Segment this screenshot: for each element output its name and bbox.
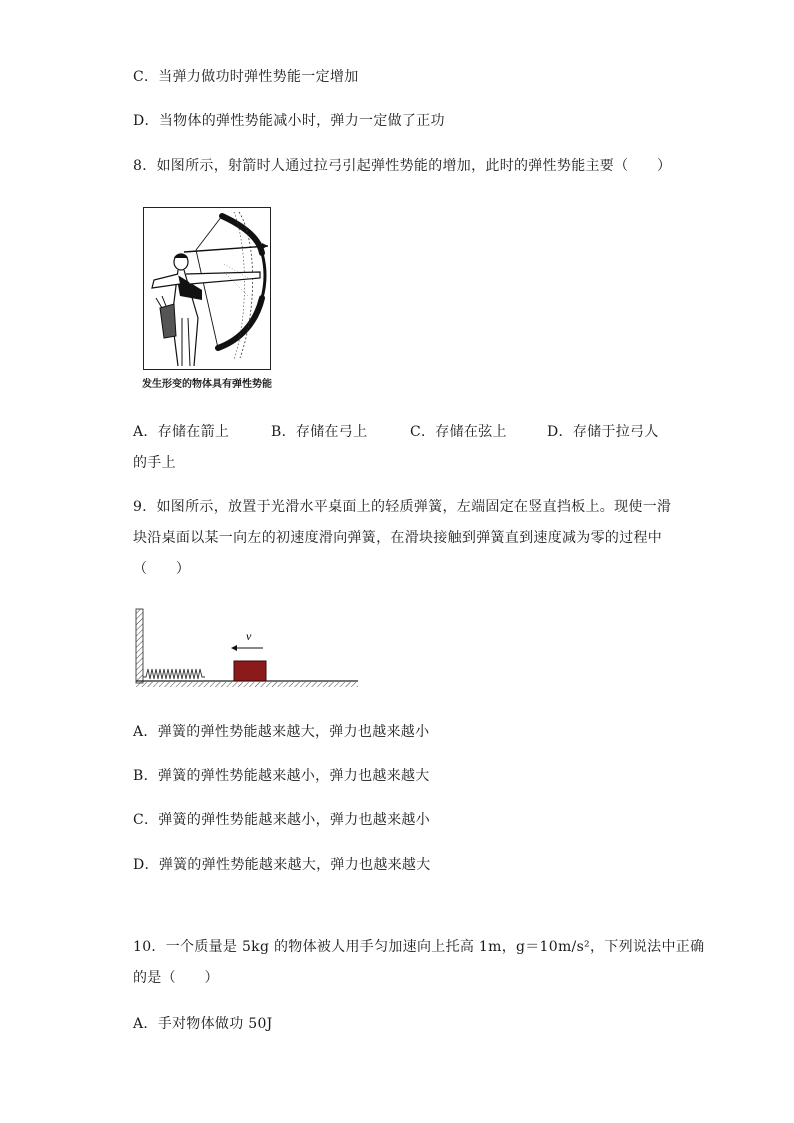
q9-stem-line2: 块沿桌面以某一向左的初速度滑向弹簧，在滑块接触到弹簧直到速度减为零的过程中 [133, 530, 663, 546]
q8-option-c: C．存储在弦上 [410, 424, 507, 440]
q10-option-a: A．手对物体做功 50J [133, 1016, 273, 1032]
archer-illustration [144, 208, 270, 369]
q8-option-b: B．存储在弓上 [271, 424, 368, 440]
figure-caption: 发生形变的物体具有弹性势能 [142, 379, 272, 390]
q8-option-d-continued: 的手上 [133, 455, 176, 471]
q9-stem-line1: 9．如图所示，放置于光滑水平桌面上的轻质弹簧，左端固定在竖直挡板上。现使一滑 [133, 499, 672, 515]
q9-stem-line3: （ ） [133, 561, 191, 577]
wall [136, 609, 143, 683]
q10-stem-line1: 10．一个质量是 5kg 的物体被人用手匀加速向上托高 1m，g＝10m/s²，下列说法中正确 [133, 939, 705, 955]
q9-option-d: D．弹簧的弹性势能越来越大，弹力也越来越大 [133, 857, 431, 873]
q7-option-c: C．当弹力做功时弹性势能一定增加 [133, 69, 359, 85]
spring-block-diagram [133, 605, 359, 689]
q7-option-d: D．当物体的弹性势能减小时，弹力一定做了正功 [133, 113, 445, 129]
velocity-label: v [246, 629, 252, 643]
velocity-arrowhead [231, 645, 237, 651]
spring-block-figure [133, 605, 359, 689]
sliding-block [234, 661, 266, 681]
archer-figure [143, 207, 271, 370]
q10-stem-line2: 的是（ ） [133, 970, 219, 986]
floor-hatch [136, 682, 358, 687]
q8-stem: 8．如图所示，射箭时人通过拉弓引起弹性势能的增加，此时的弹性势能主要（ ） [133, 158, 672, 174]
q9-option-c: C．弹簧的弹性势能越来越小，弹力也越来越小 [133, 812, 431, 828]
q8-option-d: D．存储于拉弓人 [547, 424, 659, 440]
q9-option-b: B．弹簧的弹性势能越来越小，弹力也越来越大 [133, 768, 430, 784]
q9-option-a: A．弹簧的弹性势能越来越大，弹力也越来越小 [133, 724, 430, 740]
spring [143, 669, 205, 679]
q8-option-a: A．存储在箭上 [133, 424, 230, 440]
